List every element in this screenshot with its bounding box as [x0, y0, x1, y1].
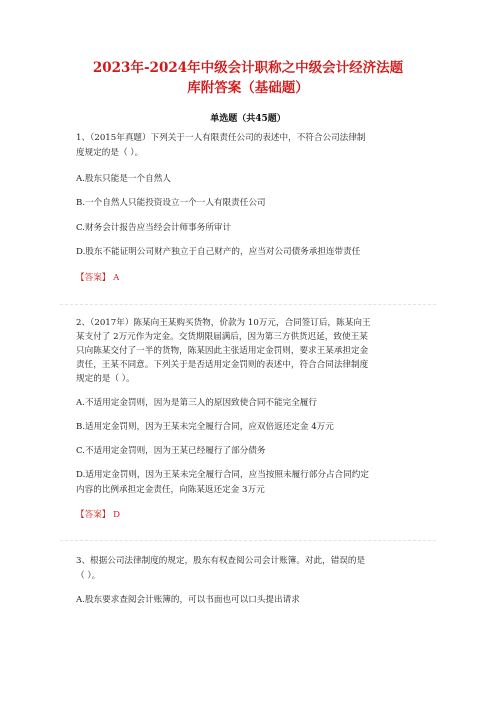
question-2-option-d: 内容的比例承担定金责任，向陈某返还定金 3万元	[76, 485, 265, 495]
question-2-stem: 规定的是（ ）。	[76, 374, 135, 384]
question-2-stem: 某支付了 2万元作为定金。交货期限届满后，因为第三方供货迟延，致使王某	[76, 332, 368, 342]
question-2-option-b: B.适用定金罚则，因为王某未完全履行合同，应双倍返还定金 4万元	[76, 422, 334, 432]
question-1-stem: 度规定的是（ ）。	[76, 148, 144, 158]
question-2-stem: 责任，王某不同意。下列关于是否适用定金罚则的表述中，符合合同法律制度	[76, 360, 369, 370]
question-3-option-a: A.股东要求查阅会计账簿的，可以书面也可以口头提出请求	[76, 595, 300, 605]
question-3-stem: （ ）。	[76, 571, 101, 581]
question-divider	[60, 304, 436, 305]
section-heading: 单选题（共45题）	[210, 114, 286, 124]
question-2-stem: 2、（2017年）陈某向王某购买货物，价款为 10万元，合同签订后，陈某向王	[76, 318, 371, 328]
question-2-option-c: C.不适用定金罚则，因为王某已经履行了部分债务	[76, 446, 266, 456]
question-1-stem: 1、（2015年真题）下列关于一人有限责任公司的表述中，不符合公司法律制	[76, 133, 366, 143]
document-title-line-2: 库附答案（基础题）	[187, 80, 309, 96]
question-1-option-b: B.一个自然人只能投资设立一个一人有限责任公司	[76, 198, 266, 208]
question-1-option-a: A.股东只能是一个自然人	[76, 174, 171, 184]
question-1-answer: 【答案】 A	[76, 273, 120, 283]
question-2-answer: 【答案】 D	[76, 510, 120, 520]
question-1-option-c: C.财务会计报告应当经会计师事务所审计	[76, 223, 232, 233]
question-3-stem: 3、根据公司法律制度的规定，股东有权查阅公司会计账簿。对此，错误的是	[76, 556, 366, 566]
question-2-stem: 只向陈某交付了一半的货物，陈某因此主张适用定金罚则，要求王某承担定金	[76, 346, 369, 356]
question-2-option-d: D.适用定金罚则，因为王某未完全履行合同，应当按照未履行部分占合同约定	[76, 470, 369, 480]
question-2-option-a: A.不适用定金罚则，因为是第三人的原因致使合同不能完全履行	[76, 398, 317, 408]
document-title-line-1: 2023年-2024年中级会计职称之中级会计经济法题	[92, 60, 404, 76]
question-1-option-d: D.股东不能证明公司财产独立于自己财产的，应当对公司债务承担连带责任	[76, 247, 361, 257]
question-divider	[60, 540, 436, 541]
